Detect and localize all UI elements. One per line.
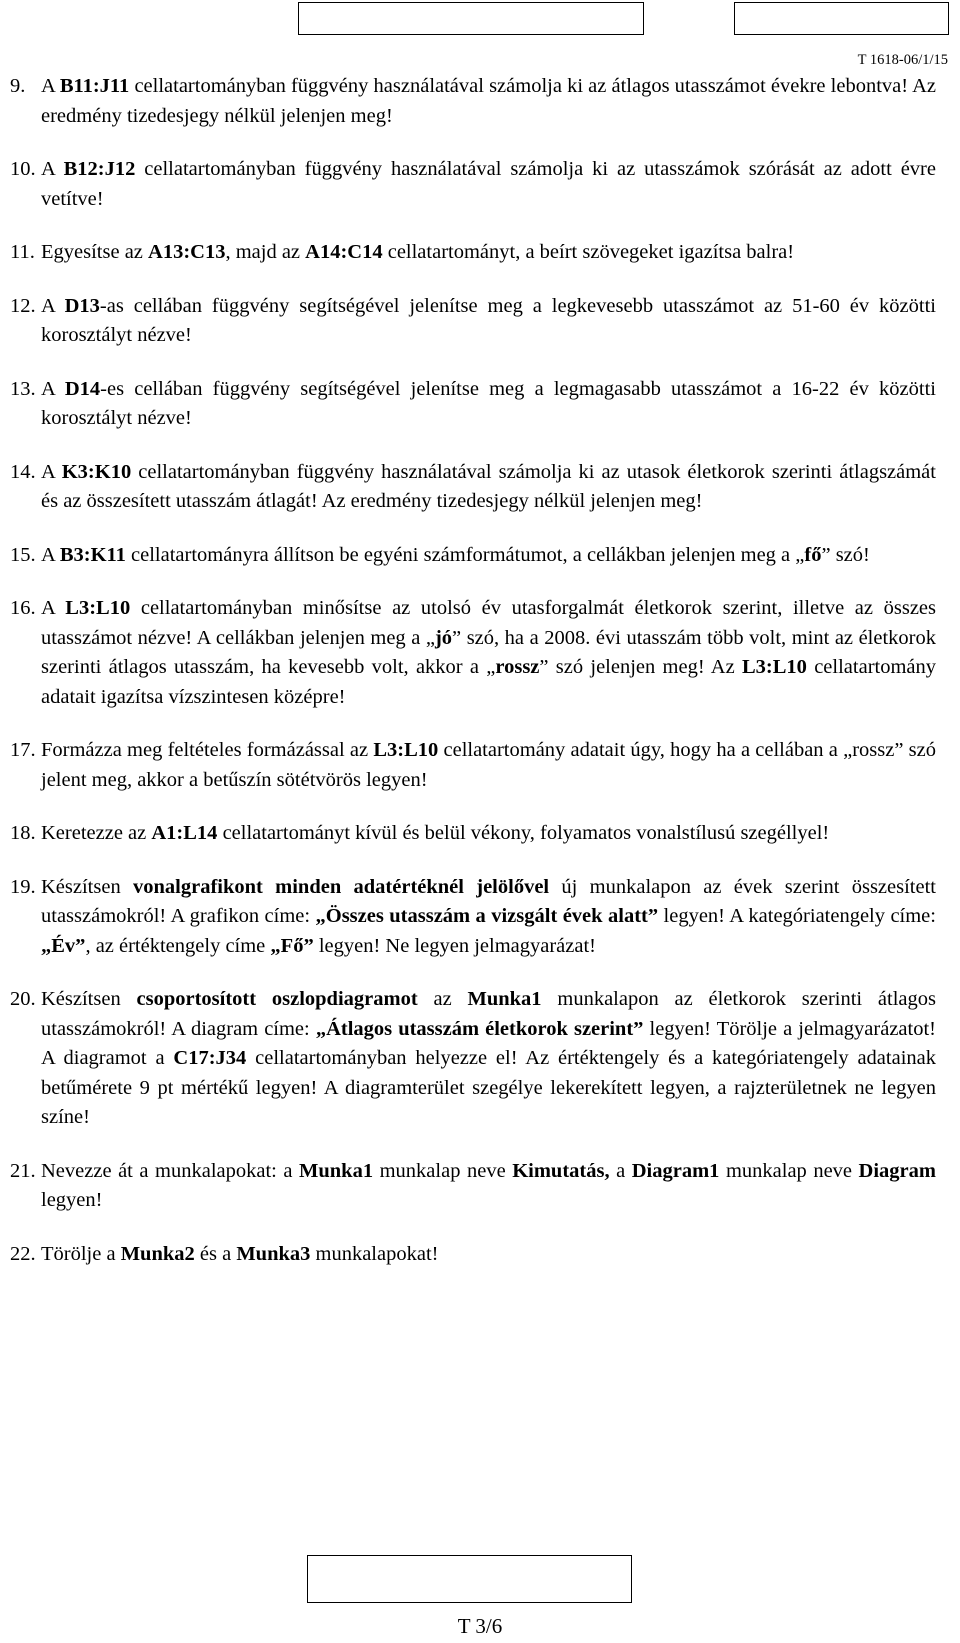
task-text: a bbox=[609, 1159, 632, 1182]
page-number: T 3/6 bbox=[457, 1614, 503, 1638]
task-text: cellatartomány adatait úgy, hogy ha a cellában a „rossz” szó jelent meg, akkor a betűszín sötétvörös legyen! bbox=[41, 739, 936, 791]
task-text: ” szó! bbox=[821, 543, 870, 566]
task-number: 20. bbox=[10, 988, 36, 1010]
task-number: 17. bbox=[10, 739, 36, 761]
task-text: -as cellában függvény segítségével jelenítse meg a legkevesebb utasszámot az 51-60 év közötti korosztályt nézve! bbox=[41, 294, 936, 346]
task-text: A bbox=[41, 294, 65, 317]
task-text-bold: „Átlagos utasszám életkorok szerint” bbox=[315, 1017, 644, 1040]
task-text: cellatartományban helyezze el! Az értéktengely és a kategóriatengely adatainak betűmérete 9 pt mértékű legyen! A diagramterület szegélye lekerekített legyen, a rajzterületnek ne legyen színe! bbox=[41, 1047, 936, 1128]
task-text: cellatartományban függvény használatával számolja ki az utasok életkorok szerinti átlagszámát és az összesített utasszám átlagát! Az eredmény tizedesjegy nélkül jelenjen meg! bbox=[41, 460, 936, 512]
task-item bbox=[10, 736, 936, 795]
task-number: 15. bbox=[10, 543, 36, 566]
header-input-box-right bbox=[734, 2, 949, 35]
task-item bbox=[10, 594, 936, 712]
task-number: 22. bbox=[10, 1242, 36, 1265]
task-text: A bbox=[41, 460, 62, 483]
task-number: 9. bbox=[10, 75, 26, 97]
task-text: cellatartományra állítson be egyéni számformátumot, a cellákban jelenjen meg a „ bbox=[125, 543, 805, 566]
task-number: 14. bbox=[10, 460, 36, 483]
task-item bbox=[10, 292, 936, 351]
task-number: 16. bbox=[10, 597, 36, 619]
task-text: cellatartományt kívül és belül vékony, folyamatos vonalstílusú szegéllyel! bbox=[217, 822, 830, 844]
task-text: Formázza meg feltételes formázással az bbox=[41, 739, 374, 761]
task-text: cellatartományban minősítse az utolsó év utasforgalmát életkorok szerint, illetve az összes utasszámot nézve! A cellákban jelenjen meg a „ bbox=[41, 597, 936, 649]
task-item bbox=[10, 985, 936, 1133]
task-text-bold: A14:C14 bbox=[305, 241, 383, 263]
task-text-bold: fő bbox=[804, 543, 822, 566]
task-text: munkalapokat! bbox=[310, 1242, 439, 1265]
task-text: legyen! A kategóriatengely címe: bbox=[658, 905, 936, 927]
task-text: cellatartományt, a beírt szövegeket igazítsa balra! bbox=[382, 241, 795, 263]
task-text-bold: Kimutatás, bbox=[512, 1159, 610, 1182]
task-text: Egyesítse az bbox=[41, 241, 149, 263]
task-text-bold: K3:K10 bbox=[61, 460, 132, 483]
task-text-bold: D14 bbox=[64, 377, 101, 400]
task-text-bold: Diagram bbox=[858, 1159, 936, 1182]
task-text-bold: B11:J11 bbox=[59, 75, 130, 97]
task-item bbox=[10, 375, 936, 434]
task-text: munkalap neve bbox=[373, 1159, 513, 1182]
task-text: A bbox=[41, 377, 65, 400]
task-number: 11. bbox=[10, 241, 35, 263]
task-text-bold: Munka3 bbox=[236, 1242, 311, 1265]
task-item bbox=[10, 155, 936, 214]
task-text-bold: „Összes utasszám a vizsgált évek alatt” bbox=[315, 905, 659, 927]
task-number: 18. bbox=[10, 822, 36, 844]
task-item bbox=[10, 541, 936, 571]
task-list bbox=[10, 72, 936, 1293]
task-text: munkalapon az életkorok szerinti átlagos utasszámokról! A diagram címe: bbox=[41, 988, 936, 1040]
task-number: 12. bbox=[10, 294, 36, 317]
task-text: új munkalapon az évek szerint összesített utasszámokról! A grafikon címe: bbox=[41, 875, 936, 927]
task-text-bold: csoportosított oszlopdiagramot bbox=[136, 988, 418, 1010]
document-code: T 1618-06/1/15 bbox=[857, 52, 948, 68]
task-text-bold: „Fő” bbox=[270, 934, 314, 957]
task-text: , az értéktengely címe bbox=[85, 934, 271, 957]
task-text-bold: „Év” bbox=[41, 934, 86, 957]
task-text: cellatartomány adatait igazítsa vízszintesen középre! bbox=[41, 656, 937, 708]
task-text: Törölje a bbox=[41, 1242, 121, 1265]
task-text: Nevezze át a munkalapokat: a bbox=[41, 1159, 300, 1182]
task-text-bold: jó bbox=[434, 626, 453, 649]
header-input-box-left bbox=[298, 2, 644, 35]
task-text: , majd az bbox=[225, 241, 306, 263]
task-item bbox=[10, 458, 936, 517]
task-text: A bbox=[41, 597, 66, 619]
task-text: legyen! bbox=[41, 1189, 103, 1211]
task-text-bold: L3:L10 bbox=[373, 739, 439, 761]
task-text-bold: A1:L14 bbox=[151, 822, 218, 844]
task-text-bold: A13:C13 bbox=[148, 241, 226, 263]
task-text-bold: Munka2 bbox=[120, 1242, 195, 1265]
task-item bbox=[10, 238, 936, 268]
task-text-bold: D13 bbox=[64, 294, 100, 317]
task-text: ” szó, ha a 2008. évi utasszám több volt, mint az életkorok szerinti átlagos utasszám, ha kevesebb volt, akkor a „ bbox=[41, 626, 936, 678]
task-text: Készítsen bbox=[41, 988, 137, 1010]
task-number: 13. bbox=[10, 377, 36, 400]
task-text-bold: Diagram1 bbox=[631, 1159, 720, 1182]
task-text-bold: B3:K11 bbox=[59, 543, 126, 566]
task-text: az bbox=[417, 988, 468, 1010]
task-text-bold: Munka1 bbox=[299, 1159, 374, 1182]
task-text: ” szó jelenjen meg! Az bbox=[539, 656, 742, 678]
task-text: -es cellában függvény segítségével jelenítse meg a legmagasabb utasszámot a 16-22 év közötti korosztályt nézve! bbox=[41, 377, 936, 429]
task-item bbox=[10, 1157, 936, 1216]
task-text-bold: C17:J34 bbox=[173, 1047, 247, 1069]
task-text: legyen! Törölje a jelmagyarázatot! A diagramot a bbox=[41, 1017, 937, 1069]
task-text: cellatartományban függvény használatával számolja ki az utasszámok szórását az adott évre vetítve! bbox=[41, 158, 936, 210]
task-text: A bbox=[41, 543, 60, 566]
task-item bbox=[10, 1240, 936, 1270]
task-text: cellatartományban függvény használatával számolja ki az átlagos utasszámot évekre lebontva! Az eredmény tizedesjegy nélkül jelenjen meg! bbox=[41, 75, 936, 127]
task-text: A bbox=[41, 158, 64, 180]
footer-input-box bbox=[307, 1555, 632, 1603]
task-text: A bbox=[41, 75, 60, 97]
task-item bbox=[10, 72, 936, 131]
task-number: 21. bbox=[10, 1159, 36, 1182]
task-text-bold: rossz bbox=[495, 656, 540, 678]
task-text: és a bbox=[194, 1242, 237, 1265]
task-text: legyen! Ne legyen jelmagyarázat! bbox=[313, 934, 596, 957]
task-text-bold: L3:L10 bbox=[742, 656, 807, 678]
task-number: 10. bbox=[10, 158, 36, 180]
task-text-bold: L3:L10 bbox=[65, 597, 131, 619]
task-text-bold: Munka1 bbox=[467, 988, 542, 1010]
task-text: munkalap neve bbox=[719, 1159, 859, 1182]
task-text: Keretezze az bbox=[41, 822, 152, 844]
task-text-bold: B12:J12 bbox=[63, 158, 136, 180]
task-number: 19. bbox=[10, 875, 36, 898]
task-text-bold: vonalgrafikont minden adatértéknél jelölővel bbox=[133, 875, 550, 898]
task-text: Készítsen bbox=[41, 875, 133, 898]
task-item bbox=[10, 819, 936, 849]
task-item bbox=[10, 873, 936, 962]
